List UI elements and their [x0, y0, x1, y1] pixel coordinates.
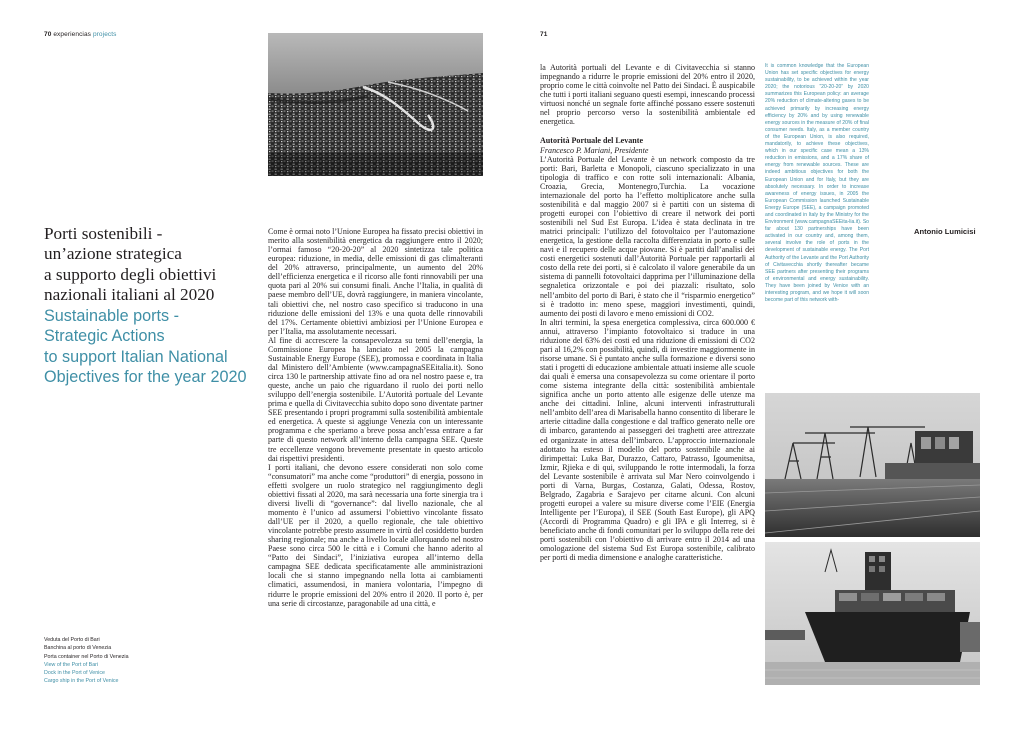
- photo-captions: [44, 636, 129, 686]
- title-it-line: a supporto degli obiettivi: [44, 264, 217, 284]
- author-name: Antonio Lumicisi: [914, 227, 976, 236]
- cargo-ship-photo: [765, 542, 980, 685]
- article-title: [44, 224, 260, 388]
- body-column-1: [268, 227, 483, 608]
- aerial-city-port-photo: [268, 33, 483, 176]
- paragraph: L’Autorità Portuale del Levante è un network composto da tre porti: Bari, Barletta e Monopoli, ciascuno specializzato in una tipologia di traffico e con rotte soli internazionali: Albania, Croazia, Grecia, Montenegro,Turchia. La vocazione internazionale del porto ha l’effetto moltiplicatore anche sulla sostenibilità e dal maggio 2007 si è partiti con un sistema di progetti europei con l’obiettivo di creare il network dei porti sostenibili nel Sud Est Europa. L’idea è stata declinata in tre matrici principali: l’utilizzo del fotovoltaico per l’automazione energetica, la gestione della raccolta differenziata in porto e sulle navi e il recupero delle acque piovane. Si è partiti dall’analisi dei costi energetici sostenuti dall’Autorità Portuale per rapportarli al costo della rete dei porti, si è calcolato il valore generabile da un sistema di pannelli fotovoltaici dapprima per l’illuminazione della segnaletica orizzontale e poi dei piazzali: risultato, solo nell’ambito del porto di Bari, è stato che il “risparmio energetico” si è tradotto in: meno spese, maggiori investimenti, quindi, aumento dei posti di lavoro e meno emissioni di CO2.: [540, 154, 755, 318]
- title-english: [44, 306, 260, 388]
- paragraph: la Autorità portuali del Levante e di Civitavecchia si stanno impegnando a ridurre le proprie emissioni del 20% entro il 2020, proprio come le città coinvolte nel Patto dei Sindaci. È auspicabile che tutti i porti italiani seguano questi esempi, innescando processi virtuosi nonché un segnale forte affinché possano essere sostenuti nel proprio percorso verso la sostenibilità ambientale ed energetica.: [540, 63, 755, 127]
- title-it-line: Porti sostenibili -: [44, 224, 163, 243]
- paragraph: Come è ormai noto l’Unione Europea ha fissato precisi obiettivi in merito alla sostenibilità energetica da raggiungere entro il 2020; l’ormai famoso “20-20-20” al 2020 sintetizza tale politica europea: riduzione, in media, delle emissioni di gas climalteranti del 20% attraverso, principalmente, un aumento del 20% dell’efficienza energetica e il ricorso alle fonti rinnovabili per una quota pari al 20% sui consumi finali. Anche l’Italia, in qualità di paese membro dell’UE, dovrà raggiungere, in maniera vincolante, tali obiettivi che, nel nostro caso specifico si traducono in una riduzione delle emissioni del 13% e una quota delle rinnovabili del 17%. Certamente obiettivi ambiziosi per l’Unione Europea e per l’Italia, ma assolutamente necessari.: [268, 227, 483, 336]
- caption-en: Dock in the Port of Venice: [44, 670, 105, 677]
- caption-it: Veduta del Porto di Bari: [44, 637, 100, 643]
- title-en-line: to support Italian National: [44, 347, 228, 366]
- dock-cranes-photo: [765, 393, 980, 537]
- paragraph: Al fine di accrescere la consapevolezza su temi dell’energia, la Commissione Europea ha lanciato nel 2005 la campagna Sustainable Energy Europe (SEE), promossa e coordinata in Italia dal Ministero dell’Ambiente (www.campagnaSEEitalia.it). Sono circa 130 le partnership attivate fino ad ora nel nostro paese e, tra queste, anche un paio che riguardano il ruolo dei porti nello sviluppo dell’energia sostenibile. L’Autorità portuale del Levante prima e quella di Civitavecchia subito dopo sono diventate partner SEE presentando i propri programmi sulla sostenibilità ambientale ed energetica. A queste si aggiunge Venezia con un interessante programma e che speriamo a breve possa anch’essa entrare a far parte di questo network all’interno della campagna SEE. Queste tre eccellenze vengono brevemente presentate in questo articolo dai rispettivi presidenti.: [268, 335, 483, 463]
- title-it-line: un’azione strategica: [44, 244, 182, 264]
- paragraph: In altri termini, la spesa energetica complessiva, circa 600.000 € annui, attraverso l’impianto fotovoltaico si traduce in una riduzione del 63% dei costi ed una riduzione di emissioni di CO2 pari al 16,2% con possibilità, quindi, di investire maggiormente in risorse umane. Si è puntato anche sulla formazione e diversi sono stati i progetti di educazione ambientale attuati insieme alle scuole dai quali è emersa una consapevolezza su come orientare il porto come sistema integrante della città: sostenibilità ambientale significa anche un porto attento alle esigenze delle utenze ma anche dei cittadini. Inline, alcuni interventi infrastrutturali nell’ambito dell’area di Marisabella hanno consentito di liberare le arterie cittadine dalla congestione e dal traffico generato nelle ore di imbarco, garantendo ai passeggeri dei traghetti aree attrezzate ed organizzate in attesa dell’imbarco. L’approccio internazionale adottato ha esteso il modello del porto sostenibile anche ai dirimpettai: Luka Bar, Durazzo, Cattaro, Patrasso, Igoumenitsa, Izmir, Rjieka e di qui, sviluppando le rotte intermodali, la forza del Levante sostenibile è arrivata sul Mar Nero coinvolgendo i porti di Varna, Burgas, Costanza, Galati, Odessa, Rostov, Belgrado, Zagabria e Sarajevo per citarne alcuni. Con alcuni progetti europei a valere su misure diverse come l’EIE (Energia Intelligente per l’Europa), il SEE (South East Europe), gli APQ (Accordi di Programma Quadro) e gli IPA e gli Interreg, si è beneficiato anche di fondi comunitari per lo sviluppo della rete dei porti sostenibili con l’obiettivo di arrivare entro il 2014 ad una omologazione del sistema Sud Est Europa sostenibile, calibrato per porti di media dimensione e analoghe caratteristiche.: [540, 317, 755, 563]
- caption-en: View of the Port of Bari: [44, 661, 99, 668]
- title-en-line: Strategic Actions: [44, 327, 165, 346]
- paragraph: I porti italiani, che devono essere considerati non solo come “consumatori” ma anche come “produttori” di energia, possono in effetti svolgere un ruolo strategico nel raggiungimento degli obiettivi fissati al 2020, ma sarà necessaria una forte sinergia tra i diversi livelli di “governance”: dal livello nazionale, che al momento è l’unico ad assumersi l’obiettivo vincolante fissato dall’UE per il 2020, a quello regionale, che tale obiettivo vincolante potrebbe presto assumere in virtù del cosiddetto burden sharing regionale; ma anche a livello locale allorquando nel nostro Paese sono circa 500 le città e i Comuni che hanno aderito al “Patto dei Sindaci”, l’iniziativa europea all’interno della campagna SEE dedicata specificatamente alle amministrazioni locali che si stanno impegnando nella lotta ai cambiamenti climatici, assumendosi, in maniera volontaria, l’impegno di ridurre le proprie emissioni del 20% entro il 2020. Il porto è, per una serie di circostanze, paragonabile ad una città, e: [268, 462, 483, 608]
- title-italian: [44, 224, 260, 306]
- page-number-right: 71: [540, 31, 548, 38]
- caption-en: Cargo ship in the Port of Venice: [44, 678, 119, 685]
- section-subheading: Francesco P. Mariani, Presidente: [540, 145, 649, 155]
- caption-it: Banchina al porto di Venezia: [44, 645, 112, 652]
- body-column-2: [540, 63, 755, 562]
- title-en-line: Objectives for the year 2020: [44, 368, 247, 387]
- folio-left: [44, 31, 117, 38]
- section-heading: Autorità Portuale del Levante: [540, 136, 644, 146]
- page-number-left: 70: [44, 31, 52, 38]
- section-name-en: projects: [92, 31, 117, 38]
- title-en-line: Sustainable ports -: [44, 306, 179, 325]
- section-name: experiencias: [53, 31, 92, 38]
- english-translation-column: It is common knowledge that the European Union has set specific objectives for energy sustainability, to be achieved within the year 2020; the notorious “20-20-20” by 2020 summarizes this European policy: an average 20% reduction of climate-altering gases to be achieved primarily by increasing energy efficiency by 20% and by using renewable energy sources in the measure of 20% of final consumer needs. Italy, as a member country of the European Union, is also required, mandatorily, to achieve these objectives, which in our specific case mean a 13% reduction in emissions, and a 17% share of energy from renewable sources. These are indeed ambitious objectives for both the European Union and for Italy, but they are absolutely necessary. In order to increase awareness of energy issues, in 2005 the European Commission launched Sustainable Energy Europe (SEE), a campaign promoted and coordinated in Italy by the Ministry for the Environment (www.campagnaSEEita-lia.it). So far about 130 partnerships have been activated in our country and, among them, several involve the role of ports in the development of sustainable energy. The Port Authority of the Levante and the Port Authority of Civitavecchia shortly thereafter became SEE partners after presenting their programs of environmental and energy sustainability. They have been joined by Venice with an interesting program, and we hope it will soon become part of this network with-: [765, 63, 869, 304]
- caption-it: Porta container nel Porto di Venezia: [44, 653, 129, 660]
- title-it-line: nazionali italiani al 2020: [44, 285, 215, 305]
